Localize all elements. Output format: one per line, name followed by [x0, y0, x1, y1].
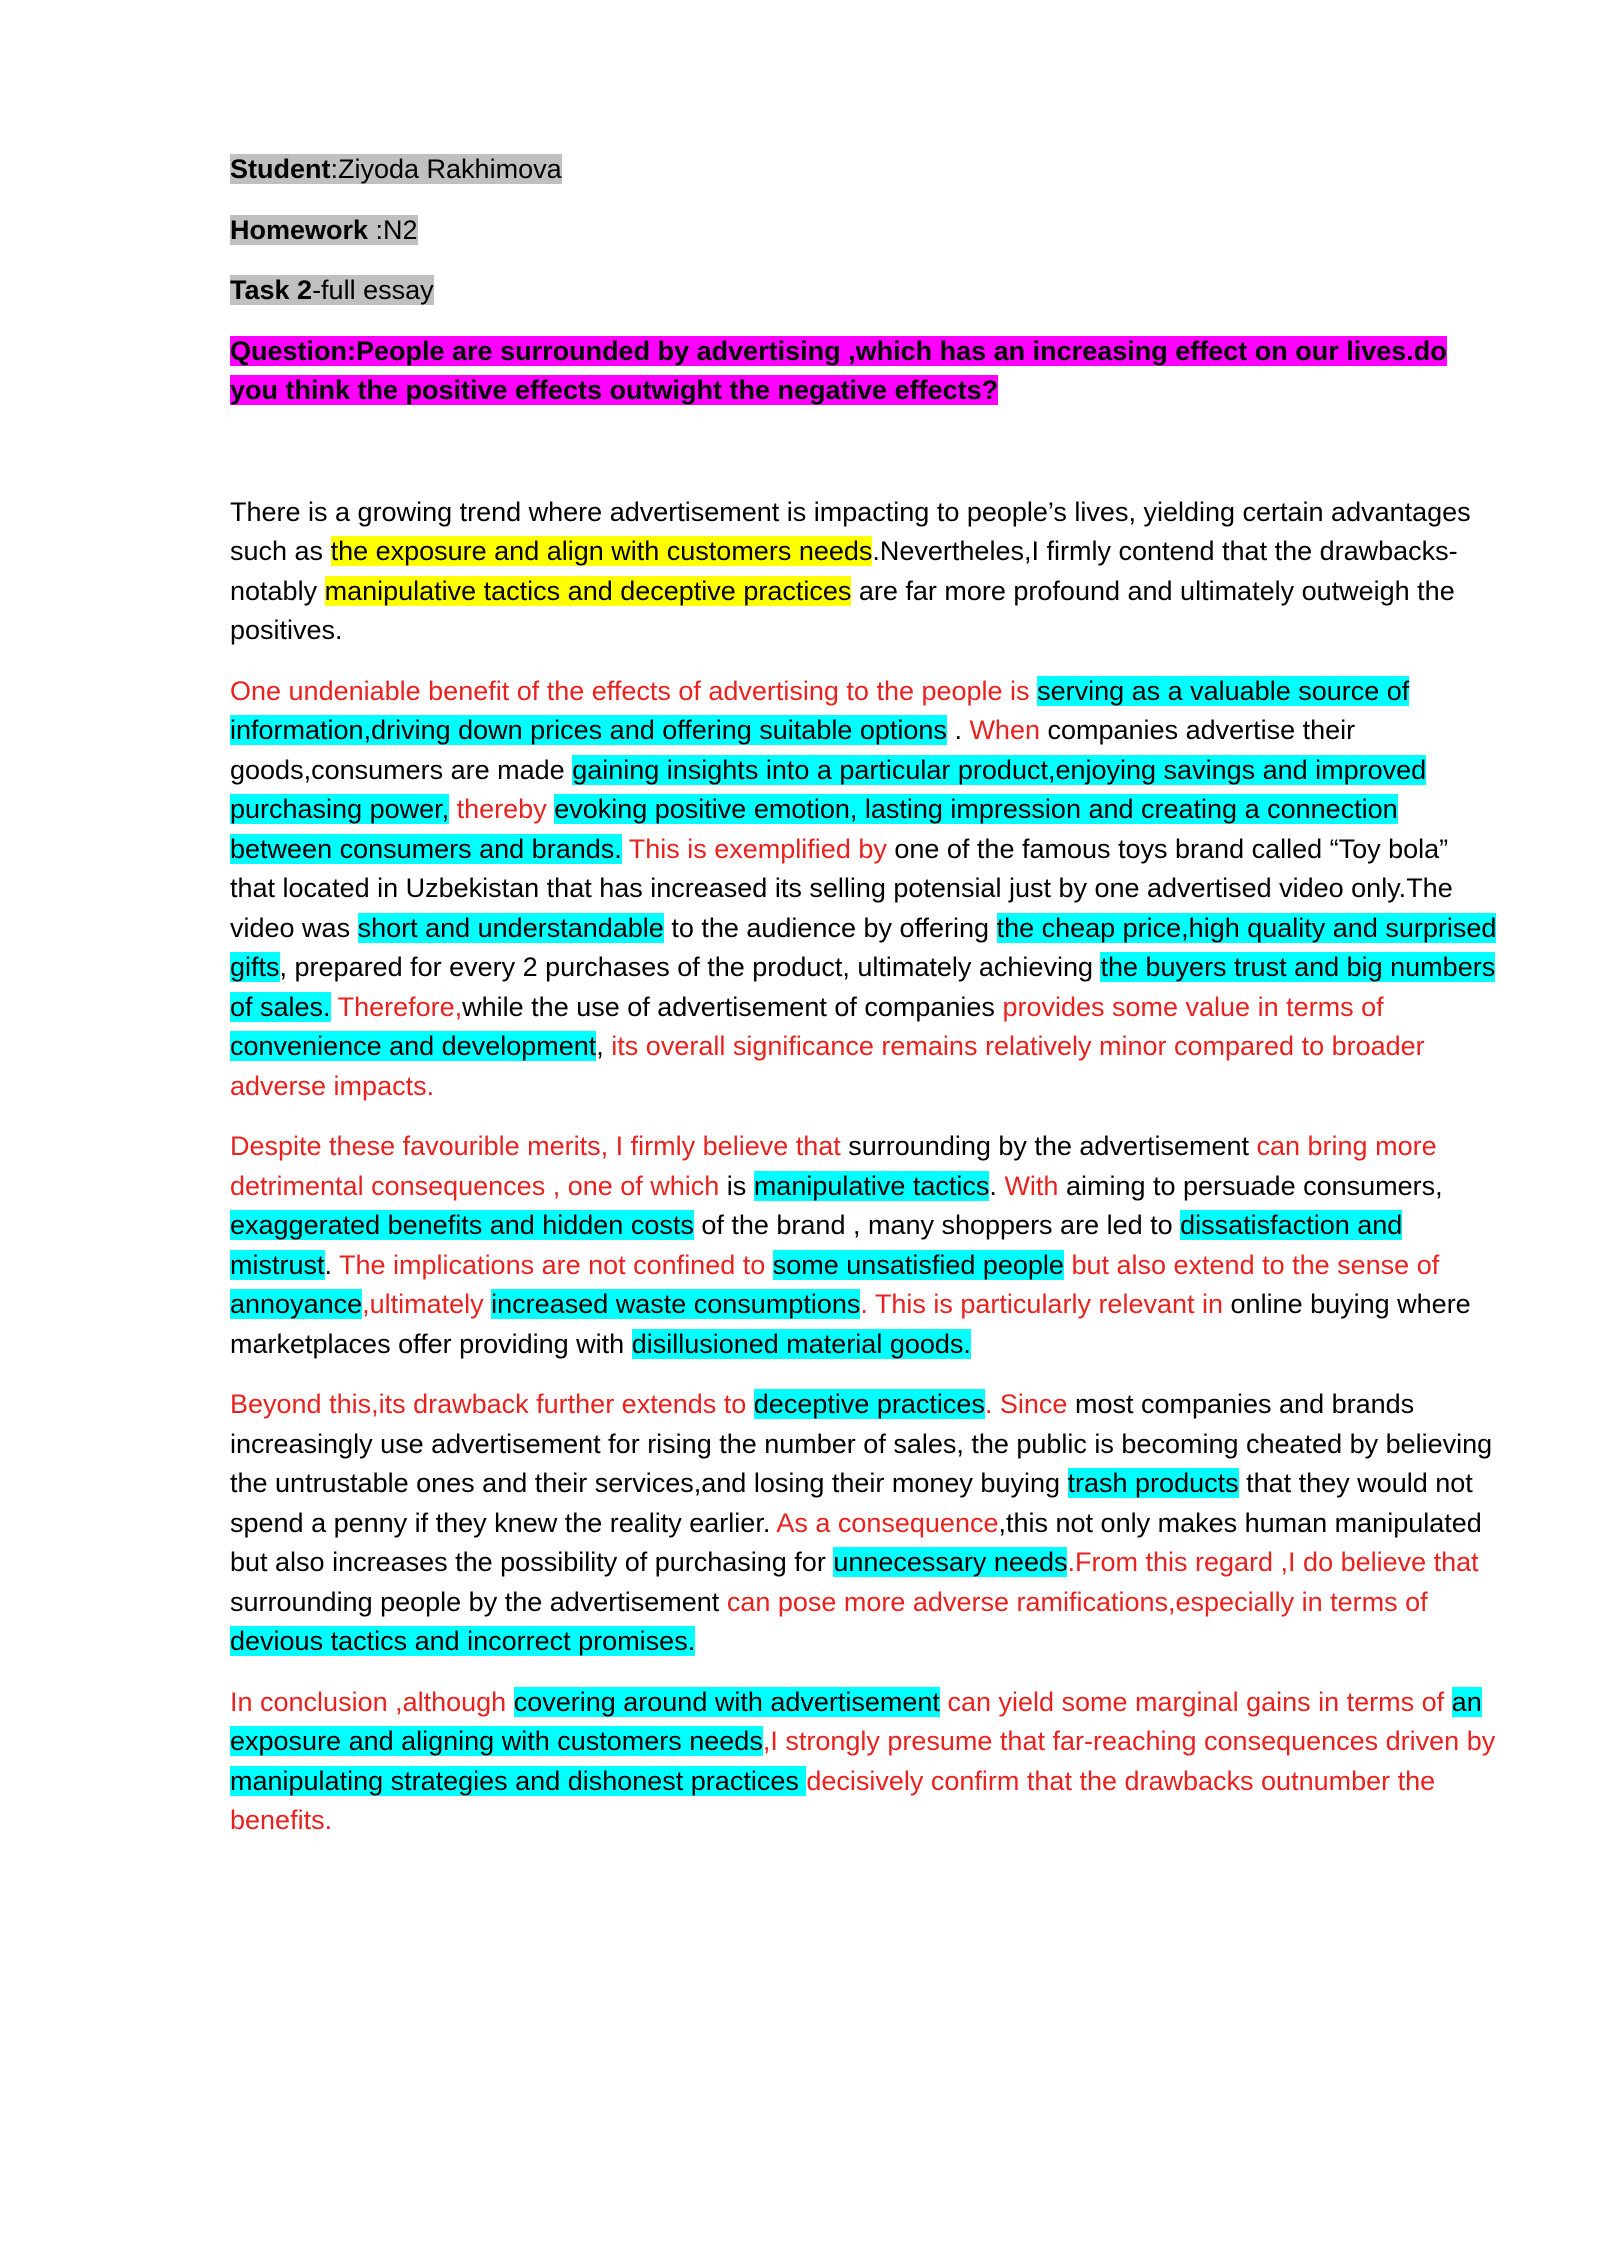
- task-highlight: [230, 275, 434, 305]
- task-label: Task 2: [230, 275, 313, 305]
- cyan-highlight-run: some unsatisfied people: [772, 1249, 1064, 1280]
- red-text-run: its overall significance remains relatively minor compared to broader adverse impacts.: [230, 1031, 1425, 1101]
- essay-paragraph-3: [230, 1127, 1500, 1364]
- red-text-run: Beyond this,its drawback further extends to: [230, 1389, 754, 1419]
- yellow-highlight-run: the exposure and align with customers needs: [330, 536, 873, 566]
- task-description: -full essay: [312, 275, 434, 305]
- cyan-highlight-run: evoking positive emotion, lasting impression and creating a connection between consumers and brands.: [230, 794, 1398, 864]
- text-run: companies advertise their goods,consumers are made: [230, 715, 1356, 785]
- red-text-run: Despite these favourible merits, I firmly believe that: [230, 1131, 841, 1161]
- text-run: is: [719, 1170, 754, 1201]
- red-text-run: ,ultimately: [362, 1289, 492, 1319]
- text-run: aiming to persuade consumers,: [1058, 1170, 1443, 1201]
- text-run: one of the famous toys brand called “Toy bola” that located in Uzbekistan that has increased its selling potensial just by one advertised video only.The video was: [230, 833, 1453, 943]
- essay-paragraph-2: [230, 672, 1500, 1107]
- cyan-highlight-run: manipulating strategies and dishonest practices: [230, 1765, 807, 1796]
- text-run: .: [324, 1249, 340, 1280]
- student-highlight: [230, 154, 562, 184]
- text-run: .: [946, 715, 970, 745]
- cyan-highlight-run: covering around with advertisement: [513, 1686, 940, 1717]
- red-text-run: As a consequence: [776, 1507, 999, 1538]
- text-run: .Nevertheles,I firmly contend that the drawbacks- notably: [230, 536, 1458, 606]
- essay-text: [230, 493, 1500, 1841]
- homework-label: Homework: [230, 214, 369, 245]
- cyan-highlight-run: disillusioned material goods.: [631, 1328, 971, 1359]
- cyan-highlight-run: the cheap price,high quality and surprised gifts: [230, 912, 1497, 982]
- cyan-highlight-run: deceptive practices: [753, 1389, 985, 1419]
- essay-question: [230, 332, 1500, 411]
- homework-highlight: [230, 215, 418, 245]
- cyan-highlight-run: devious tactics and incorrect promises.: [230, 1626, 696, 1656]
- text-run: are far more profound and ultimately outweigh the positives.: [230, 575, 1455, 645]
- red-text-run: provides some value in terms of: [1002, 991, 1384, 1022]
- red-text-run: Therefore,: [330, 991, 463, 1022]
- red-text-run: decisively confirm that the drawbacks outnumber the benefits.: [230, 1765, 1436, 1835]
- student-name: :Ziyoda Rakhimova: [330, 154, 562, 184]
- text-run: online buying where marketplaces offer providing with: [230, 1289, 1471, 1359]
- yellow-highlight-run: manipulative tactics and deceptive practices: [324, 575, 852, 606]
- text-run: There is a growing trend where advertisement is impacting to people’s lives, yielding certain advantages such as: [230, 496, 1471, 566]
- essay-paragraph-4: [230, 1385, 1500, 1662]
- red-text-run: With: [1004, 1170, 1059, 1201]
- red-text-run: One undeniable benefit of the effects of advertising to the people is: [230, 675, 1038, 706]
- cyan-highlight-run: the buyers trust and big numbers of sales.: [230, 952, 1496, 1022]
- red-text-run: The implications are not confined to: [339, 1249, 773, 1280]
- essay-paragraph-5: [230, 1683, 1500, 1841]
- text-run: to the audience by offering: [663, 912, 997, 943]
- red-text-run: .From this regard ,I do believe that: [1067, 1547, 1479, 1577]
- cyan-highlight-run: unnecessary needs: [833, 1547, 1068, 1577]
- red-text-run: thereby: [449, 794, 555, 824]
- red-text-run: This is exemplified by: [621, 833, 887, 864]
- red-text-run: In conclusion ,although: [230, 1686, 514, 1717]
- cyan-highlight-run: trash products: [1067, 1468, 1239, 1498]
- red-text-run: but also extend to the sense of: [1063, 1249, 1440, 1280]
- text-run: that they would not spend a penny if they knew the reality earlier.: [230, 1468, 1473, 1538]
- cyan-highlight-run: gaining insights into a particular product,enjoying savings and improved purchasing power,: [230, 754, 1427, 824]
- task-line: [230, 271, 1500, 311]
- red-text-run: . This is particularly relevant in: [860, 1289, 1224, 1319]
- text-run: , prepared for every 2 purchases of the product, ultimately achieving: [279, 952, 1101, 982]
- cyan-highlight-run: manipulative tactics: [753, 1170, 990, 1201]
- student-label: Student: [230, 154, 331, 184]
- cyan-highlight-run: annoyance: [230, 1289, 363, 1319]
- text-run: surrounding by the advertisement: [840, 1131, 1257, 1161]
- cyan-highlight-run: convenience and development: [230, 1031, 597, 1061]
- cyan-highlight-run: exaggerated benefits and hidden costs: [230, 1210, 694, 1240]
- text-run: most companies and brands increasingly use advertisement for rising the number of sales, the public is becoming cheated by believing the untrustable ones and their services,and losing their money buying: [230, 1389, 1493, 1498]
- document-body: [230, 150, 1500, 1862]
- homework-number: :N2: [368, 214, 418, 245]
- red-text-run: When: [969, 715, 1040, 745]
- text-run: ,: [596, 1031, 612, 1061]
- question-text: Question:People are surrounded by advertising ,which has an increasing effect on our lives.do you think the positive effects outwight the negative effects?: [230, 335, 1447, 405]
- cyan-highlight-run: increased waste consumptions: [491, 1289, 861, 1319]
- cyan-highlight-run: an exposure and aligning with customers needs: [230, 1686, 1482, 1756]
- cyan-highlight-run: serving as a valuable source of information,driving down prices and offering suitable options: [230, 675, 1410, 745]
- text-run: of the brand , many shoppers are led to: [693, 1210, 1181, 1240]
- red-text-run: can bring more detrimental consequences , one of which: [230, 1131, 1437, 1201]
- homework-line: [230, 211, 1500, 251]
- cyan-highlight-run: dissatisfaction and mistrust: [230, 1210, 1403, 1280]
- red-text-run: ,I strongly presume that far-reaching consequences driven by: [762, 1726, 1496, 1756]
- red-text-run: can pose more adverse ramifications,especially in terms of: [726, 1586, 1428, 1617]
- red-text-run: can yield some marginal gains in terms of: [939, 1686, 1452, 1717]
- essay-paragraph-1: [230, 493, 1500, 651]
- text-run: ,this not only makes human manipulated but also increases the possibility of purchasing for: [230, 1507, 1482, 1577]
- text-run: .: [989, 1170, 1005, 1201]
- cyan-highlight-run: short and understandable: [357, 912, 664, 943]
- student-line: [230, 150, 1500, 190]
- text-run: while the use of advertisement of companies: [462, 991, 1003, 1022]
- text-run: surrounding people by the advertisement: [230, 1586, 727, 1617]
- red-text-run: . Since: [984, 1389, 1068, 1419]
